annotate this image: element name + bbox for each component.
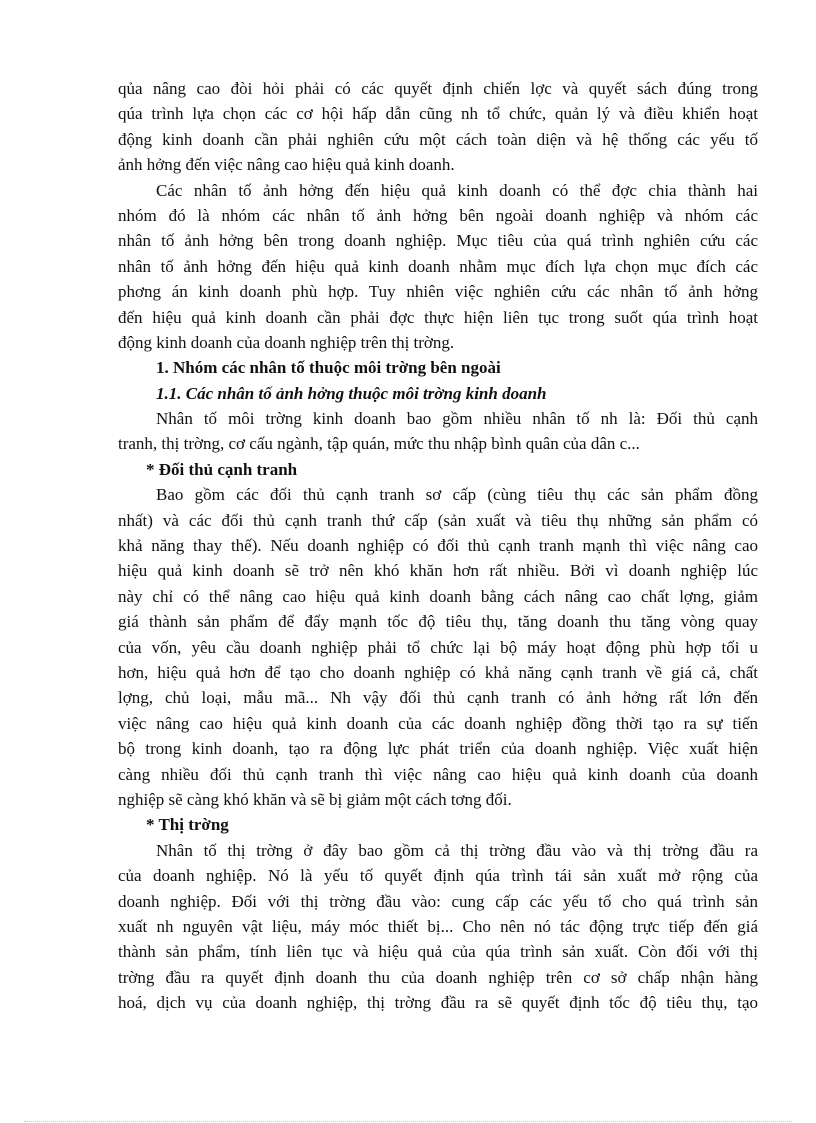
section-heading: 1. Nhóm các nhân tố thuộc môi trờng bên ngoài	[156, 358, 501, 378]
body-text-line: trờng đầu ra quyết định doanh thu của doanh nghiệp trên cơ sở chấp nhận hàng	[118, 967, 758, 987]
body-text-line: của vốn, yêu cầu doanh nghiệp phải tổ chức lại bộ máy hoạt động phù hợp tối u	[118, 637, 758, 657]
body-text-line: ảnh hởng đến việc nâng cao hiệu quả kinh doanh.	[118, 155, 455, 175]
body-text-line: nhóm đó là nhóm các nhân tố ảnh hởng bên ngoài doanh nghiệp và nhóm các	[118, 205, 758, 225]
paragraph-first-line: Bao gồm các đối thủ cạnh tranh sơ cấp (cùng tiêu thụ các sản phẩm đồng	[156, 485, 758, 505]
body-text-line: qủa nâng cao đòi hỏi phải có các quyết định chiến lợc và quyết sách đúng trong	[118, 79, 758, 98]
body-text-line: càng nhiều đối thủ cạnh tranh thì việc nâng cao hiệu quả kinh doanh của doanh	[118, 764, 758, 784]
subsection-heading: 1.1. Các nhân tố ảnh hởng thuộc môi trờng kinh doanh	[156, 383, 547, 403]
page-bottom-divider	[24, 1121, 792, 1122]
body-text-line: đến hiệu quả kinh doanh cần phải đợc thực hiện liên tục trong suốt qúa trình hoạt	[118, 307, 758, 327]
body-text-line: thành sản phẩm, tính liên tục và hiệu quả của qúa trình sản xuất. Còn đối với thị	[118, 942, 758, 962]
document-page	[118, 76, 758, 1015]
body-text-line: hơn, hiệu quả hơn để tạo cho doanh nghiệp có khả năng cạnh tranh về giá cả, chất	[118, 662, 758, 682]
bullet-heading-market: * Thị trờng	[146, 815, 229, 835]
body-text-line: lợng, chủ loại, mẫu mã... Nh vậy đối thủ cạnh tranh có ảnh hởng rất lớn đến	[118, 688, 758, 708]
body-text-line: này chỉ có thể nâng cao hiệu quả kinh doanh bằng cách nâng cao chất lợng, giảm	[118, 586, 758, 606]
body-text-line: việc nâng cao hiệu quả kinh doanh của các doanh nghiệp đồng thời tạo ra sự tiến	[118, 713, 758, 733]
body-text-line: giá thành sản phẩm để đẩy mạnh tốc độ tiêu thụ, tăng doanh thu tăng vòng quay	[118, 612, 758, 632]
paragraph-first-line: Nhân tố môi trờng kinh doanh bao gồm nhiều nhân tố nh là: Đối thủ cạnh	[156, 409, 758, 429]
body-text-line: nhân tố ảnh hởng đến hiệu quả kinh doanh nhằm mục đích lựa chọn mục đích các	[118, 256, 758, 276]
bullet-heading-competitors: * Đối thủ cạnh tranh	[146, 459, 298, 479]
body-text-line: nhân tố ảnh hởng bên trong doanh nghiệp. Mục tiêu của quá trình nghiên cứu các	[118, 231, 758, 251]
body-text-line: nhất) và các đối thủ cạnh tranh thứ cấp (sản xuất và tiêu thụ những sản phẩm có	[118, 510, 758, 530]
body-text-line: xuất nh nguyên vật liệu, máy móc thiết bị... Cho nên nó tác động trực tiếp đến giá	[118, 916, 758, 936]
body-text-line: tranh, thị trờng, cơ cấu ngành, tập quán, mức thu nhập bình quân của dân c...	[118, 434, 640, 454]
body-text-line: phơng án kinh doanh phù hợp. Tuy nhiên việc nghiên cứu các nhân tố ảnh hởng	[118, 282, 758, 302]
body-text-line: hoá, dịch vụ của doanh nghiệp, thị trờng đầu ra sẽ quyết định tốc độ tiêu thụ, tạo	[118, 993, 758, 1013]
body-text-line: động kinh doanh của doanh nghiệp trên thị trờng.	[118, 332, 455, 352]
body-text-line: nghiệp sẽ càng khó khăn và sẽ bị giảm một cách tơng đối.	[118, 789, 512, 809]
body-text-line: của doanh nghiệp. Nó là yếu tố quyết định qúa trình tái sản xuất mở rộng của	[118, 866, 758, 886]
body-text-line: động kinh doanh cần phải nghiên cứu một cách toàn diện và hệ thống các yếu tố	[118, 129, 758, 149]
body-text-line: hiệu quả kinh doanh sẽ trở nên khó khăn hơn rất nhiều. Bởi vì doanh nghiệp lúc	[118, 561, 758, 581]
body-text-line: bộ trong kinh doanh, tạo ra động lực phát triển của doanh nghiệp. Việc xuất hiện	[118, 739, 758, 759]
paragraph-first-line: Các nhân tố ảnh hởng đến hiệu quả kinh doanh có thể đợc chia thành hai	[156, 180, 758, 200]
body-text-line: qúa trình lựa chọn các cơ hội hấp dẫn cũng nh tổ chức, quản lý và điều khiển hoạt	[118, 104, 758, 124]
body-text-line: doanh nghiệp. Đối với thị trờng đầu vào: cung cấp các yếu tố cho quá trình sản	[118, 891, 758, 911]
paragraph-first-line: Nhân tố thị trờng ở đây bao gồm cả thị trờng đầu vào và thị trờng đầu ra	[156, 840, 758, 860]
body-text-line: khả năng thay thế). Nếu doanh nghiệp có đối thủ cạnh tranh mạnh thì việc nâng cao	[118, 536, 758, 556]
